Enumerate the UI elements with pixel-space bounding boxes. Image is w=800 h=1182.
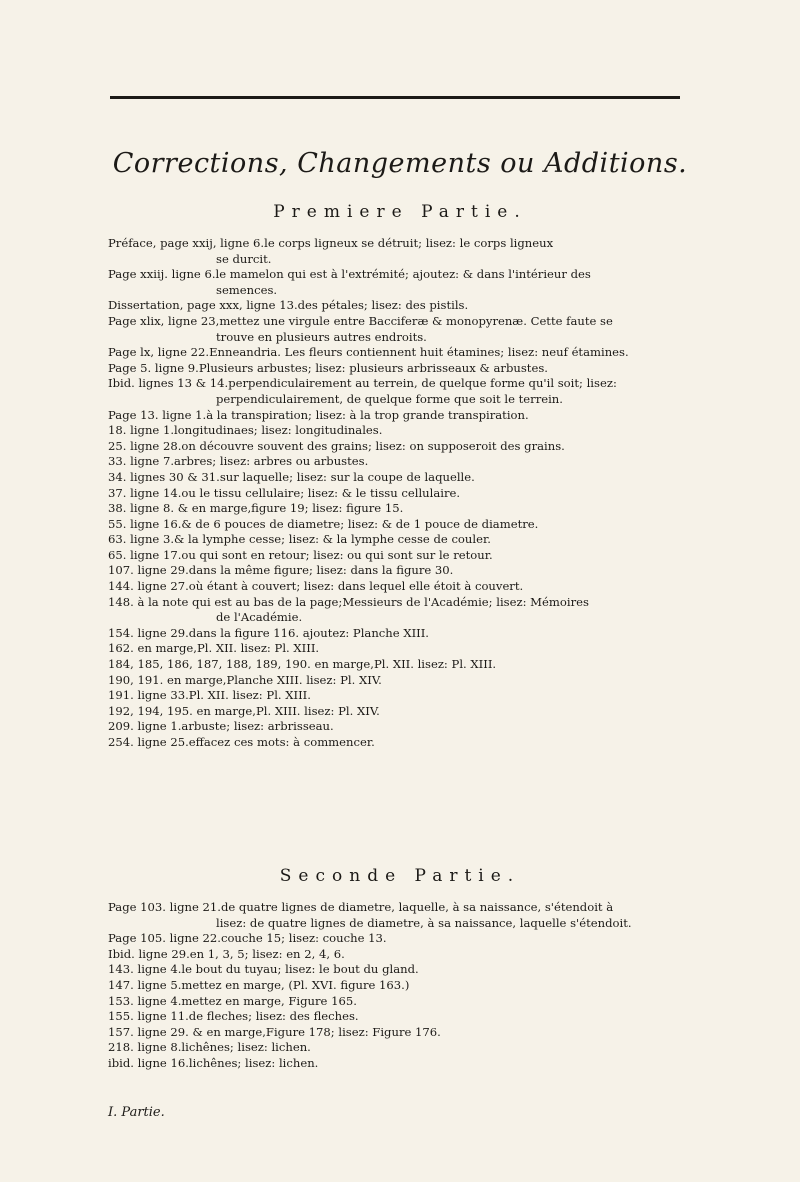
part1-entry (108, 626, 758, 642)
part1-entry (108, 267, 758, 298)
entry-text: Pl. XIII. lisez: Pl. XIV. (255, 703, 380, 718)
part1-entry (108, 595, 758, 626)
entry-label: 37. ligne 14. (108, 485, 182, 500)
part1-entry (108, 735, 758, 751)
entry-text: mettez en marge, Figure 165. (181, 993, 357, 1008)
entry-label: Préface, page xxij, ligne 6. (108, 236, 265, 250)
entry-label: Page 105. ligne 22. (108, 931, 221, 946)
entry-text: le corps ligneux se détruit; lisez: le corps ligneux (264, 236, 554, 250)
part1-heading: Premiere Partie. (273, 202, 527, 222)
entry-label: 144. ligne 27. (108, 579, 189, 594)
entry-text: Pl. XII. lisez: Pl. XIII. (188, 688, 311, 703)
part1-entry (108, 345, 758, 361)
entry-continuation: de l'Académie. (216, 610, 303, 625)
part2-entries (108, 900, 758, 1072)
entry-text: couche 15; lisez: couche 13. (220, 931, 387, 946)
entry-label: 33. ligne 7. (108, 454, 175, 469)
entry-text: mettez une virgule entre Bacciferæ & monopyrenæ. Cette faute se (219, 313, 613, 328)
entry-label: Page 5. ligne 9. (108, 360, 199, 375)
part1-entry (108, 673, 758, 689)
part1-entry (108, 486, 758, 502)
part2-entry (108, 994, 758, 1010)
entry-text: le bout du tuyau; lisez: le bout du gland. (181, 962, 419, 977)
part2-entry (108, 931, 758, 947)
page-title: Corrections, Changements ou Additions. (112, 148, 688, 179)
part1-entry (108, 579, 758, 595)
entry-text: Plusieurs arbustes; lisez: plusieurs arbrisseaux & arbustes. (198, 360, 548, 375)
part1-entry (108, 501, 758, 517)
entry-text: lichênes; lisez: lichen. (188, 1055, 319, 1070)
entry-text: ou qui sont en retour; lisez: ou qui sont sur le retour. (181, 547, 493, 562)
part2-entry (108, 947, 758, 963)
entry-label: 153. ligne 4. (108, 993, 182, 1008)
part1-entry (108, 439, 758, 455)
entry-text: & de 6 pouces de diametre; lisez: & de 1 pouce de diametre. (181, 516, 539, 531)
part2-entry (108, 962, 758, 978)
entry-label: 63. ligne 3. (108, 532, 175, 547)
entry-text: Figure 178; lisez: Figure 176. (265, 1024, 441, 1039)
entry-text: le mamelon qui est à l'extrémité; ajoutez: & dans l'intérieur des (215, 267, 591, 282)
entry-label: 190, 191. en marge, (108, 672, 227, 687)
entry-text: de fleches; lisez: des fleches. (188, 1009, 359, 1024)
entry-label: 254. ligne 25. (108, 735, 189, 749)
entry-text: longitudinaes; lisez: longitudinales. (174, 423, 383, 438)
part2-entry (108, 1025, 758, 1041)
entry-text: dans la même figure; lisez: dans la figure 30. (188, 563, 454, 578)
entry-text: perpendiculairement au terrein, de quelque forme qu'il soit; lisez: (228, 376, 617, 391)
entry-label: 148. à la note qui est au bas de la page; (108, 594, 343, 609)
entry-label: 209. ligne 1. (108, 719, 182, 734)
part1-entry (108, 719, 758, 735)
entry-text: Planche XIII. lisez: Pl. XIV. (226, 672, 382, 687)
entry-label: 147. ligne 5. (108, 977, 182, 992)
part2-entry (108, 900, 758, 931)
part1-entry (108, 517, 758, 533)
part1-entry (108, 532, 758, 548)
entry-continuation: trouve en plusieurs autres endroits. (216, 329, 427, 344)
entry-label: Page lx, ligne 22. (108, 345, 210, 360)
entry-continuation: lisez: de quatre lignes de diametre, à sa naissance, laquelle s'étendoit. (216, 915, 632, 930)
part1-entry (108, 408, 758, 424)
entry-text: Enneandria. Les fleurs contiennent huit étamines; lisez: neuf étamines. (209, 345, 629, 360)
entry-text: en 1, 3, 5; lisez: en 2, 4, 6. (189, 946, 345, 961)
part2-entry (108, 1009, 758, 1025)
entry-text: effacez ces mots: à commencer. (188, 735, 375, 749)
entry-label: 218. ligne 8. (108, 1040, 182, 1055)
part1-entry (108, 563, 758, 579)
entry-text: arbres; lisez: arbres ou arbustes. (174, 454, 369, 469)
entry-continuation: perpendiculairement, de quelque forme que soit le terrein. (216, 391, 563, 406)
part1-entry (108, 548, 758, 564)
top-rule (110, 96, 680, 99)
entry-text: dans la figure 116. ajoutez: Planche XIII. (188, 625, 429, 640)
entry-text: des pétales; lisez: des pistils. (297, 298, 469, 313)
part1-entry (108, 423, 758, 439)
entry-label: 162. en marge, (108, 641, 197, 656)
entry-text: ou le tissu cellulaire; lisez: & le tissu cellulaire. (181, 485, 461, 500)
entry-label: 154. ligne 29. (108, 625, 189, 640)
part1-entries (108, 236, 758, 751)
entry-text: sur laquelle; lisez: sur la coupe de laquelle. (219, 469, 475, 484)
entry-label: 65. ligne 17. (108, 547, 182, 562)
part1-entry (108, 454, 758, 470)
entry-label: Ibid. ligne 29. (108, 946, 190, 961)
entry-label: 143. ligne 4. (108, 962, 182, 977)
part1-entry (108, 641, 758, 657)
entry-text: de quatre lignes de diametre, laquelle, à sa naissance, s'étendoit à (220, 900, 614, 914)
entry-label: Page 13. ligne 1. (108, 407, 207, 422)
part1-entry (108, 704, 758, 720)
entry-label: 107. ligne 29. (108, 563, 189, 578)
entry-continuation: se durcit. (216, 251, 272, 266)
entry-text: où étant à couvert; lisez: dans lequel elle étoit à couvert. (188, 579, 524, 594)
entry-label: 191. ligne 33. (108, 688, 189, 703)
entry-label: Page xlix, ligne 23, (108, 313, 220, 328)
part1-entry (108, 298, 758, 314)
entry-label: Page 103. ligne 21. (108, 900, 221, 914)
footer-signature: I. Partie. (108, 1105, 165, 1120)
part1-entry (108, 314, 758, 345)
entry-text: arbuste; lisez: arbrisseau. (181, 719, 334, 734)
entry-text: Pl. XII. lisez: Pl. XIII. (373, 657, 497, 672)
entry-label: 155. ligne 11. (108, 1009, 189, 1024)
part1-entry (108, 657, 758, 673)
part1-entry (108, 688, 758, 704)
entry-continuation: semences. (216, 282, 278, 297)
part1-entry (108, 470, 758, 486)
entry-text: Pl. XII. lisez: Pl. XIII. (196, 641, 320, 656)
part1-entry (108, 376, 758, 407)
part2-entry (108, 1056, 758, 1072)
entry-text: figure 19; lisez: figure 15. (251, 501, 404, 516)
entry-label: Dissertation, page xxx, ligne 13. (108, 298, 298, 313)
entry-label: 34. lignes 30 & 31. (108, 469, 220, 484)
entry-text: à la transpiration; lisez: à la trop grande transpiration. (206, 407, 529, 422)
entry-label: 38. ligne 8. & en marge, (108, 501, 252, 516)
entry-text: & la lymphe cesse; lisez: & la lymphe cesse de couler. (174, 532, 491, 547)
entry-label: 184, 185, 186, 187, 188, 189, 190. en marge, (108, 657, 374, 672)
part2-heading: Seconde Partie. (279, 866, 521, 886)
entry-label: 157. ligne 29. & en marge, (108, 1024, 266, 1039)
entry-label: 25. ligne 28. (108, 438, 182, 453)
part1-entry (108, 361, 758, 377)
entry-label: 18. ligne 1. (108, 423, 175, 438)
part2-entry (108, 978, 758, 994)
entry-text: Messieurs de l'Académie; lisez: Mémoires (342, 594, 589, 609)
entry-label: 55. ligne 16. (108, 516, 182, 531)
entry-text: mettez en marge, (Pl. XVI. figure 163.) (181, 977, 410, 992)
entry-label: Ibid. lignes 13 & 14. (108, 376, 229, 391)
entry-label: Page xxiij. ligne 6. (108, 267, 216, 282)
part1-entry (108, 236, 758, 267)
entry-label: 192, 194, 195. en marge, (108, 703, 256, 718)
entry-text: on découvre souvent des grains; lisez: on supposeroit des grains. (181, 438, 565, 453)
entry-text: lichênes; lisez: lichen. (181, 1040, 311, 1055)
part2-entry (108, 1040, 758, 1056)
entry-label: ibid. ligne 16. (108, 1055, 189, 1070)
